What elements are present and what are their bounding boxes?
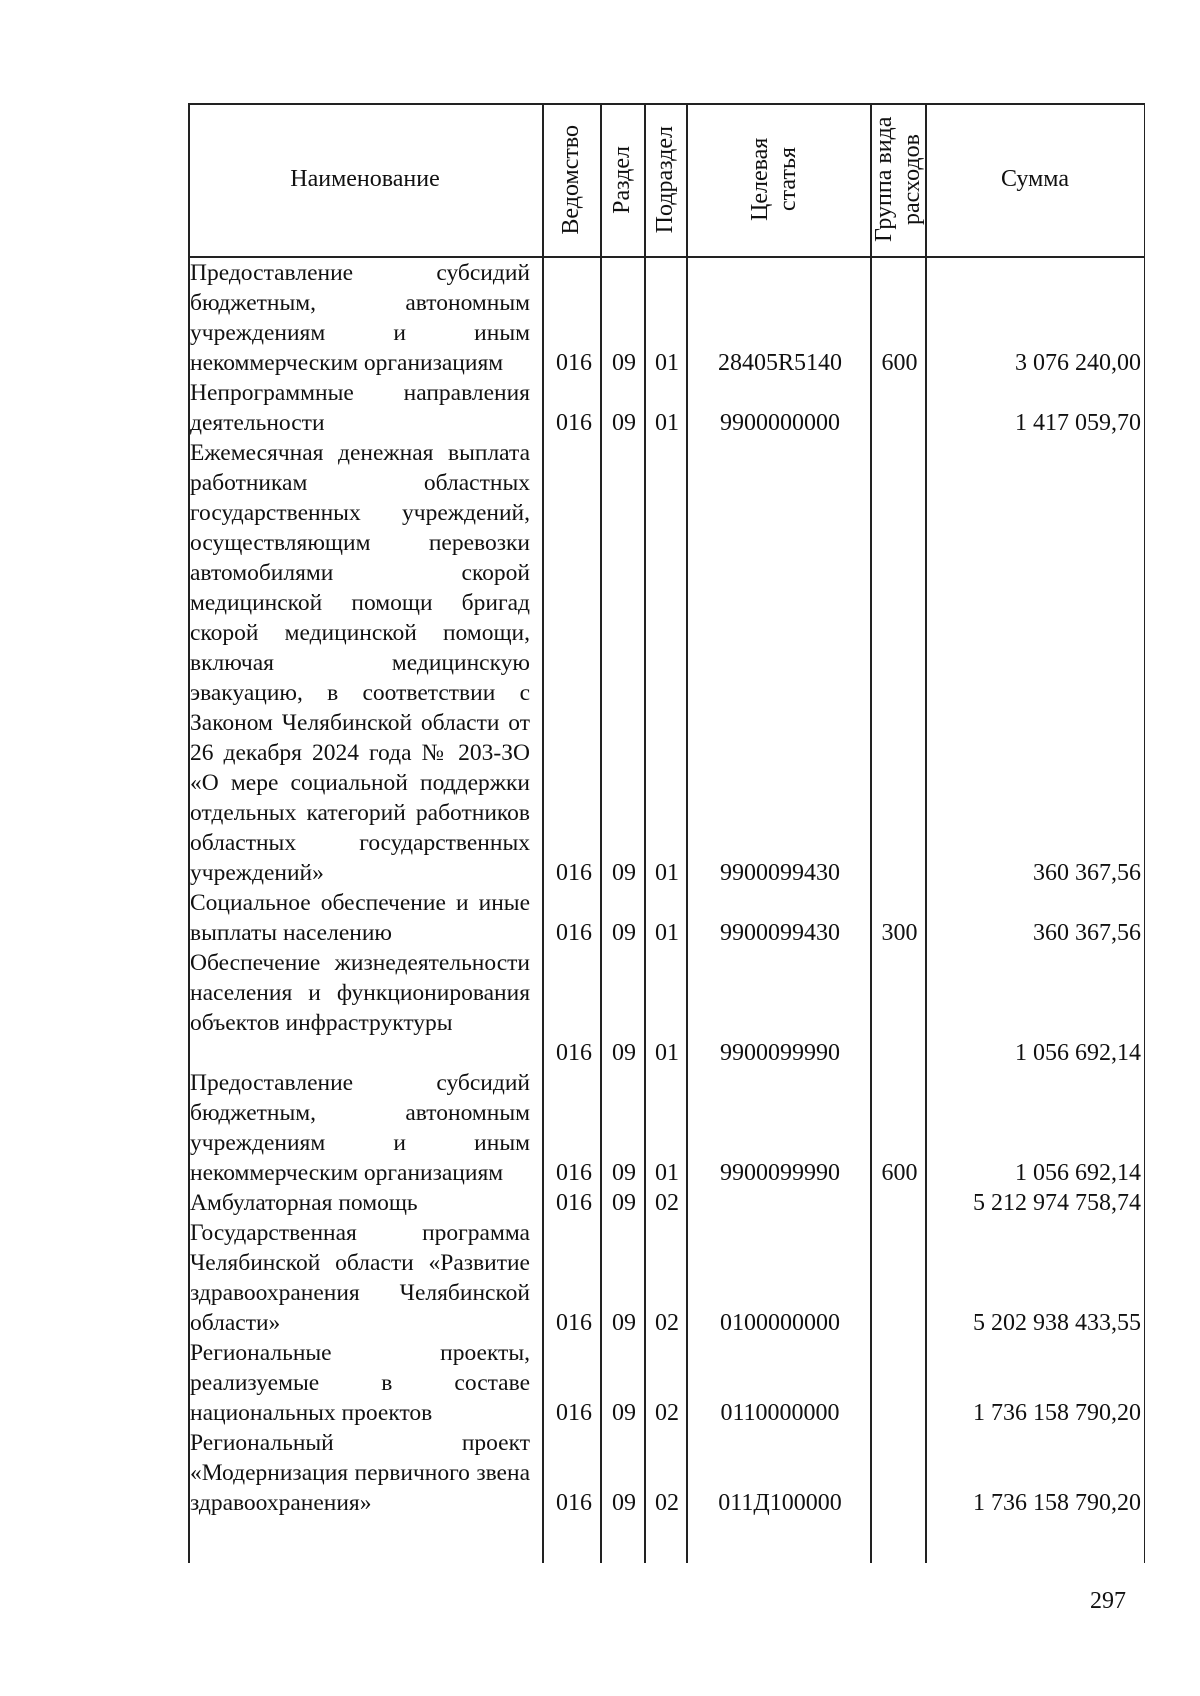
cell-summa: 1 056 692,14 xyxy=(1015,1040,1141,1066)
cell-podrazdel: 02 xyxy=(655,1490,679,1516)
header-podrazdel: Подраздел xyxy=(652,125,678,234)
cell-celevaya-statya: 9900099430 xyxy=(720,920,840,946)
col-border-ved xyxy=(542,103,544,1563)
cell-celevaya-statya: 9900099990 xyxy=(720,1040,840,1066)
cell-razdel: 09 xyxy=(612,1190,636,1216)
header-celevaya-statya: Целевая статья xyxy=(747,137,801,222)
row-name: Ежемесячная денежная выплата работникам областных государственных учреждений, осуществляющим перевозки автомобилями скорой медицинской помощи бригад скорой медицинской помощи, включая медицинскую эвакуацию, в соответствии с Законом Челябинской области от 26 декабря 2024 года № 203-ЗО «О мере социальной поддержки отдельных категорий работников областных государственных учреждений» xyxy=(190,440,530,886)
cell-podrazdel: 02 xyxy=(655,1400,679,1426)
cell-podrazdel: 01 xyxy=(655,920,679,946)
cell-vedomstvo: 016 xyxy=(556,1190,592,1216)
cell-podrazdel: 01 xyxy=(655,860,679,886)
cell-celevaya-statya: 9900000000 xyxy=(720,410,840,436)
cell-razdel: 09 xyxy=(612,1490,636,1516)
cell-vedomstvo: 016 xyxy=(556,1160,592,1186)
cell-celevaya-statya: 0110000000 xyxy=(720,1400,840,1426)
cell-vedomstvo: 016 xyxy=(556,410,592,436)
cell-razdel: 09 xyxy=(612,1040,636,1066)
cell-razdel: 09 xyxy=(612,1160,636,1186)
cell-celevaya-statya: 9900099990 xyxy=(720,1160,840,1186)
cell-celevaya-statya: 28405R5140 xyxy=(717,350,842,376)
row-name: Амбулаторная помощь xyxy=(190,1190,418,1216)
row-name: Предоставление субсидий бюджетным, автономным учреждениям и иным некоммерческим организациям xyxy=(190,260,530,376)
col-border-raz xyxy=(600,103,602,1563)
cell-celevaya-statya: 0100000000 xyxy=(720,1310,840,1336)
row-name: Непрограммные направления деятельности xyxy=(190,380,530,436)
cell-vedomstvo: 016 xyxy=(556,350,592,376)
cell-razdel: 09 xyxy=(612,920,636,946)
cell-gruppa: 600 xyxy=(881,1160,918,1186)
cell-podrazdel: 01 xyxy=(655,1160,679,1186)
cell-celevaya-statya: 011Д100000 xyxy=(718,1490,842,1516)
header-summa: Сумма xyxy=(1001,166,1069,192)
cell-razdel: 09 xyxy=(612,350,636,376)
cell-summa: 1 736 158 790,20 xyxy=(973,1490,1141,1516)
row-name: Социальное обеспечение и иные выплаты населению xyxy=(190,890,530,946)
cell-celevaya-statya: 9900099430 xyxy=(720,860,840,886)
cell-summa: 5 212 974 758,74 xyxy=(973,1190,1141,1216)
header-razdel: Раздел xyxy=(609,145,635,214)
cell-podrazdel: 01 xyxy=(655,410,679,436)
cell-summa: 3 076 240,00 xyxy=(1015,350,1141,376)
cell-vedomstvo: 016 xyxy=(556,920,592,946)
col-border-sum xyxy=(925,103,927,1563)
col-border-right xyxy=(1144,103,1146,1563)
col-border-grp xyxy=(870,103,872,1563)
cell-podrazdel: 01 xyxy=(655,350,679,376)
cell-vedomstvo: 016 xyxy=(556,1490,592,1516)
cell-razdel: 09 xyxy=(612,1400,636,1426)
row-name: Обеспечение жизнедеятельности населения и функционирования объектов инфраструктуры xyxy=(190,950,530,1036)
header-gruppa-vida-rashodov: Группа вида расходов xyxy=(870,116,925,243)
row-name: Предоставление субсидий бюджетным, автономным учреждениям и иным некоммерческим организациям xyxy=(190,1070,530,1186)
cell-podrazdel: 02 xyxy=(655,1190,679,1216)
cell-podrazdel: 02 xyxy=(655,1310,679,1336)
header-name: Наименование xyxy=(290,166,440,192)
col-border-pod xyxy=(644,103,646,1563)
cell-summa: 360 367,56 xyxy=(1033,860,1141,886)
row-name: Государственная программа Челябинской области «Развитие здравоохранения Челябинской области» xyxy=(190,1220,530,1336)
cell-gruppa: 300 xyxy=(881,920,918,946)
cell-summa: 5 202 938 433,55 xyxy=(973,1310,1141,1336)
cell-gruppa: 600 xyxy=(881,350,918,376)
cell-vedomstvo: 016 xyxy=(556,1400,592,1426)
cell-vedomstvo: 016 xyxy=(556,1310,592,1336)
cell-razdel: 09 xyxy=(612,410,636,436)
header-vedomstvo: Ведомство xyxy=(558,124,584,235)
row-name: Региональный проект «Модернизация первичного звена здравоохранения» xyxy=(190,1430,530,1516)
cell-summa: 1 736 158 790,20 xyxy=(973,1400,1141,1426)
col-border-cel xyxy=(686,103,688,1563)
cell-vedomstvo: 016 xyxy=(556,1040,592,1066)
budget-table xyxy=(188,103,1145,1563)
row-name: Региональные проекты, реализуемые в составе национальных проектов xyxy=(190,1340,530,1426)
cell-razdel: 09 xyxy=(612,1310,636,1336)
page-number: 297 xyxy=(1090,1588,1126,1614)
cell-summa: 1 417 059,70 xyxy=(1015,410,1141,436)
cell-summa: 1 056 692,14 xyxy=(1015,1160,1141,1186)
cell-razdel: 09 xyxy=(612,860,636,886)
cell-summa: 360 367,56 xyxy=(1033,920,1141,946)
cell-podrazdel: 01 xyxy=(655,1040,679,1066)
cell-vedomstvo: 016 xyxy=(556,860,592,886)
